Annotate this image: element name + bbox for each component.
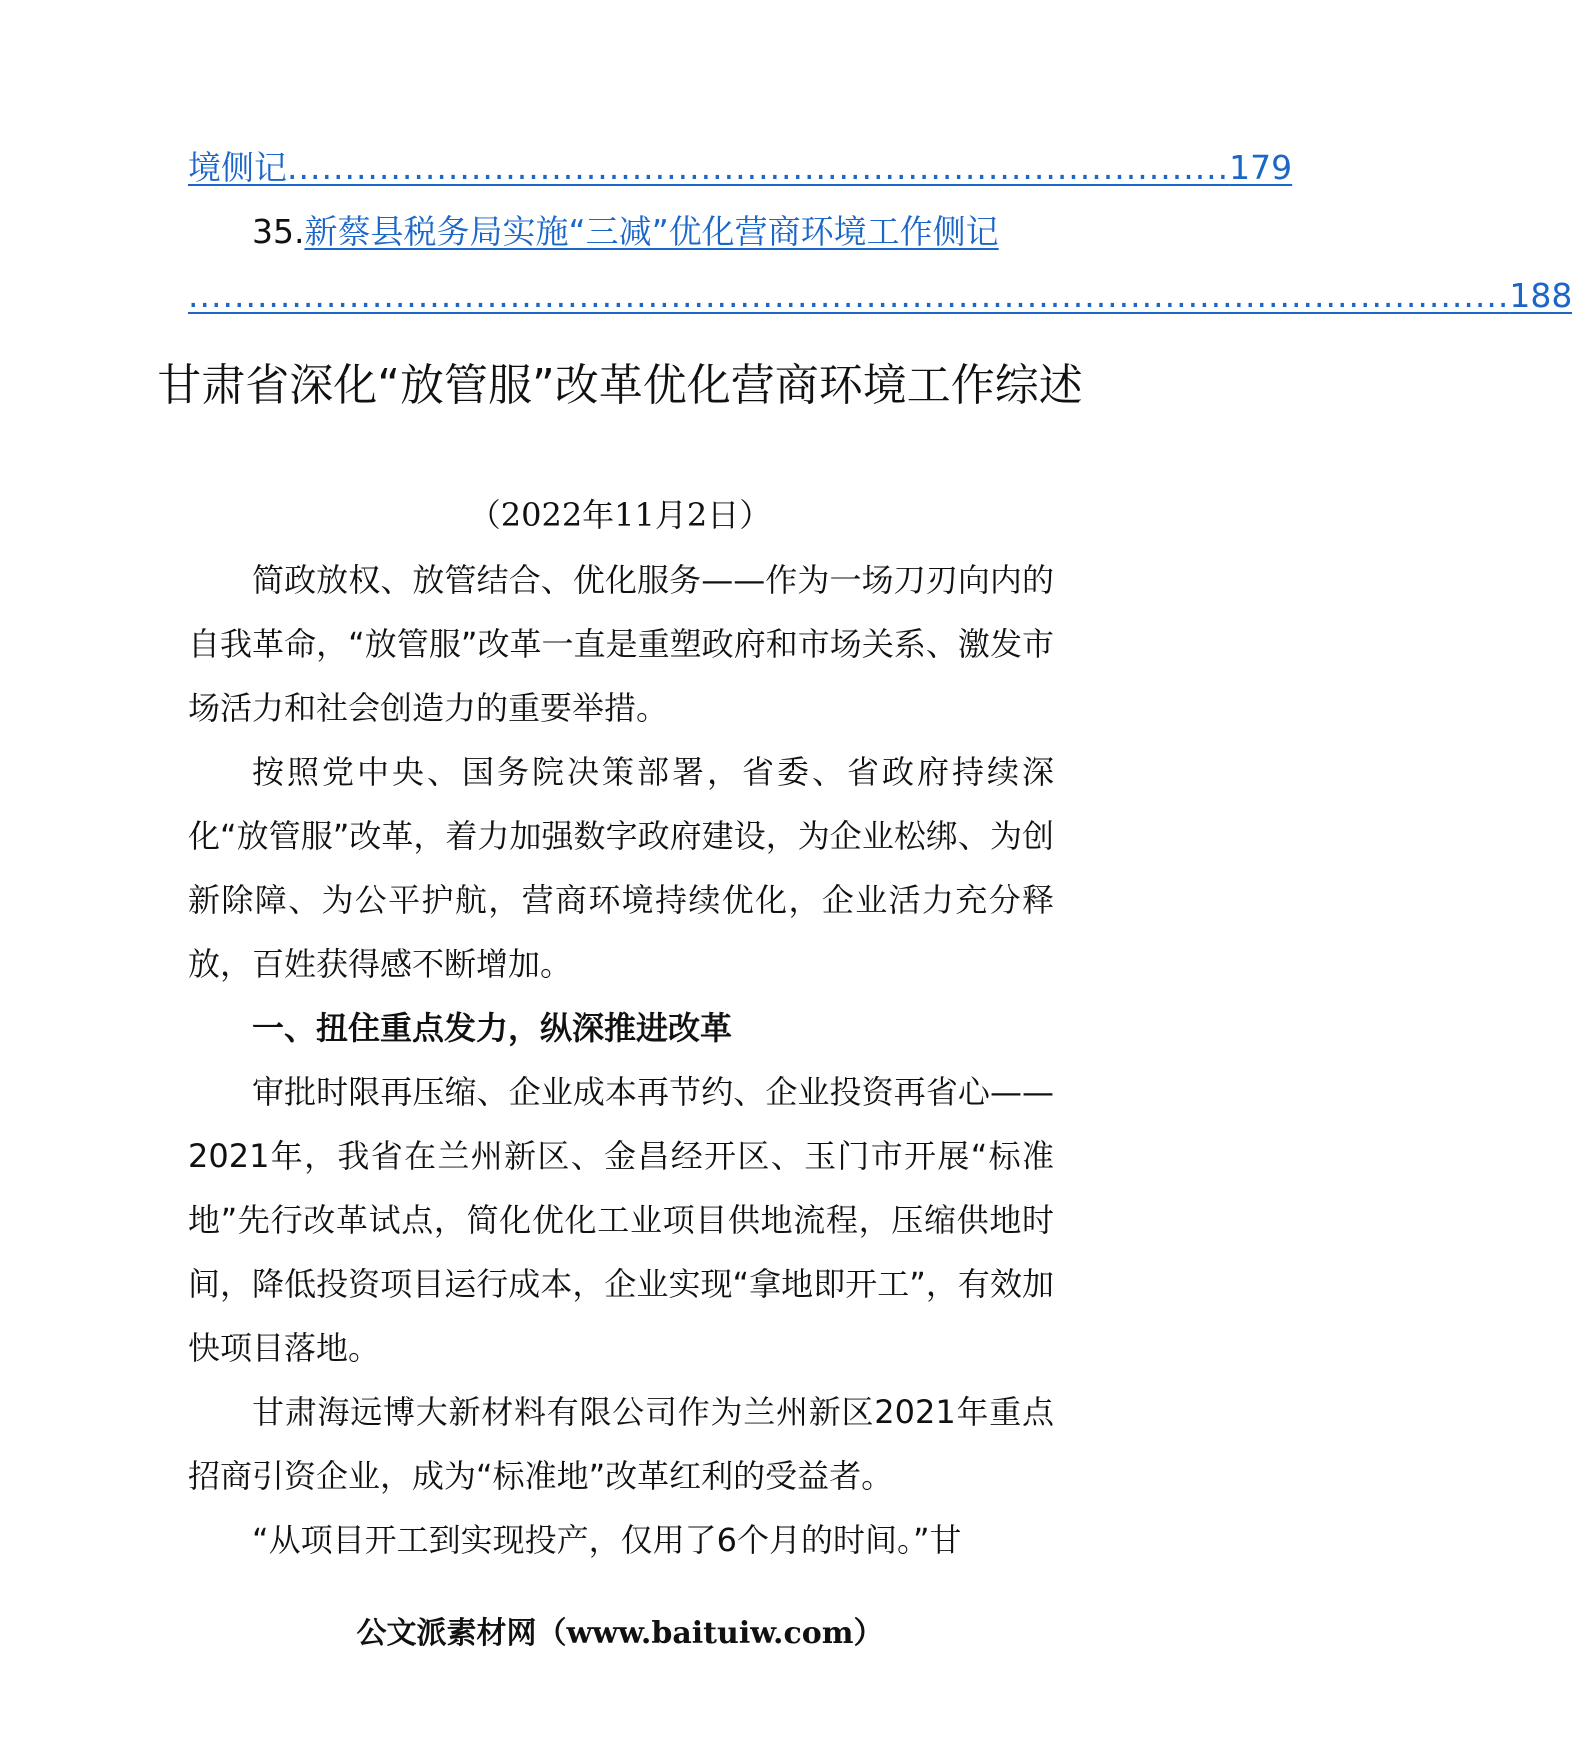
article-date: （2022年11月2日） xyxy=(468,496,772,534)
toc-entry-34[interactable] xyxy=(188,136,1293,200)
paragraph: 甘肃海远博大新材料有限公司作为兰州新区2021年重点招商引资企业，成为“标准地”改革红利的受益者。 xyxy=(188,1393,1054,1495)
toc-entry-34-page[interactable]: 179 xyxy=(1229,148,1293,187)
article-body xyxy=(188,548,1054,1572)
toc-entry-35[interactable] xyxy=(188,200,1052,264)
toc-entry-35-title[interactable]: 新蔡县税务局实施“三减”优化营商环境工作侧记 xyxy=(304,212,999,251)
toc-entry-35-page[interactable]: 188 xyxy=(1509,276,1572,315)
toc-entry-34-title[interactable]: 境侧记 xyxy=(188,148,287,187)
paragraph: 简政放权、放管结合、优化服务——作为一场刀刃向内的自我革命，“放管服”改革一直是重塑政府和市场关系、激发市场活力和社会创造力的重要举措。 xyxy=(188,561,1054,727)
paragraph: 审批时限再压缩、企业成本再节约、企业投资再省心——2021年，我省在兰州新区、金昌经开区、玉门市开展“标准地”先行改革试点，简化优化工业项目供地流程，压缩供地时间，降低投资项目运行成本，企业实现“拿地即开工”，有效加快项目落地。 xyxy=(188,1073,1054,1367)
toc-entry-35-page-line[interactable] xyxy=(188,264,1572,328)
table-of-contents xyxy=(188,136,1572,328)
article-title: 甘肃省深化“放管服”改革优化营商环境工作综述 xyxy=(157,360,1083,411)
toc-entry-34-leader: .................................................................................. xyxy=(287,148,1230,187)
toc-entry-35-leader: ................................................................................................................... xyxy=(188,276,1510,315)
toc-entry-35-number: 35. xyxy=(252,212,305,251)
paragraph: 按照党中央、国务院决策部署，省委、省政府持续深化“放管服”改革，着力加强数字政府建设，为企业松绑、为创新除障、为公平护航，营商环境持续优化，企业活力充分释放，百姓获得感不断增加。 xyxy=(188,753,1054,983)
paragraph: “从项目开工到实现投产，仅用了6个月的时间。”甘 xyxy=(252,1521,962,1559)
section-heading: 一、扭住重点发力，纵深推进改革 xyxy=(252,1009,733,1047)
page-footer: 公文派素材网（www.baituiw.com） xyxy=(356,1616,884,1651)
